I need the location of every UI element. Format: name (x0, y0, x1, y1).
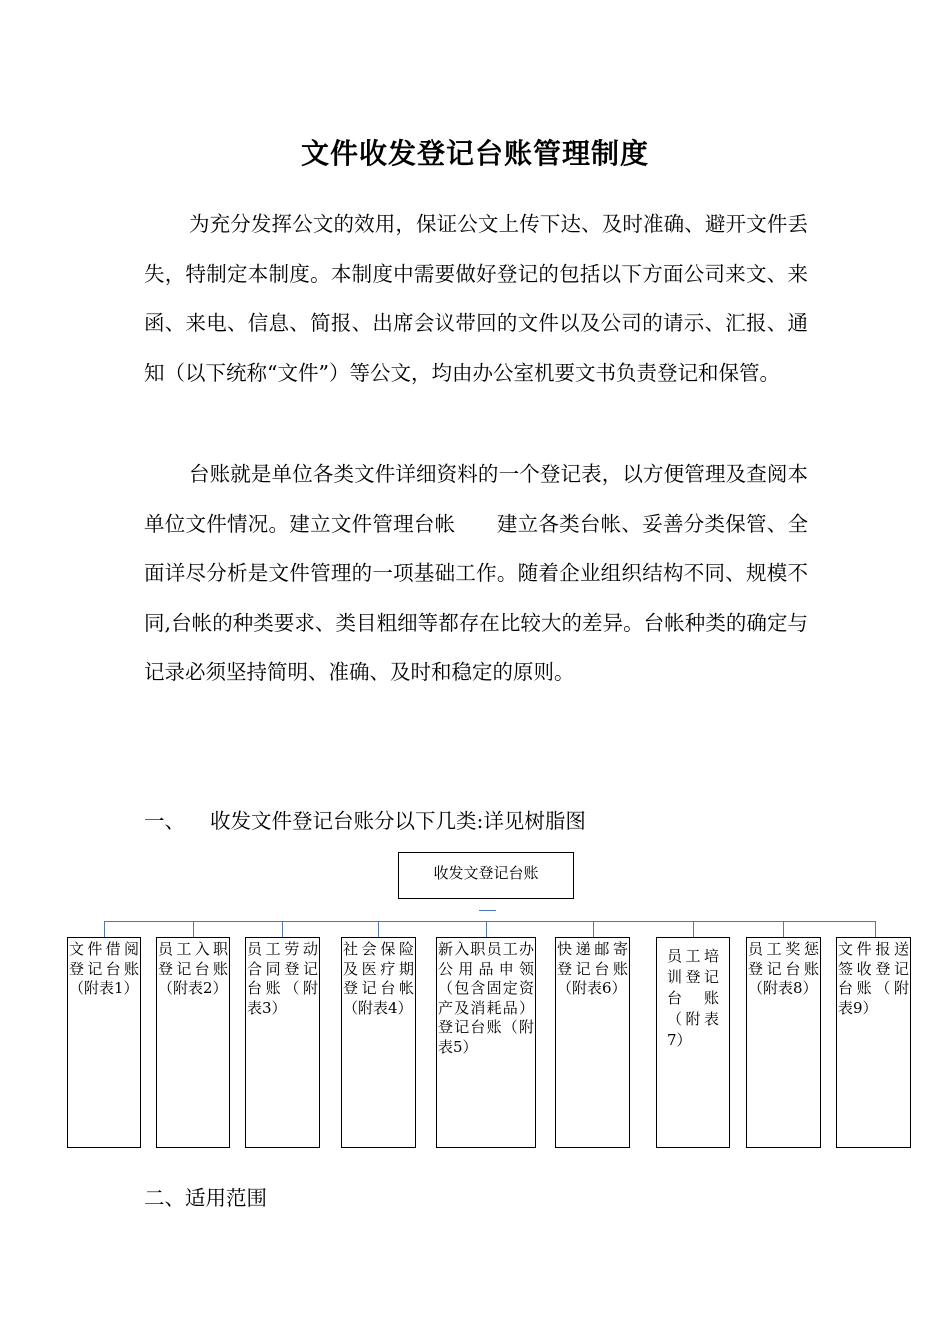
section-heading-text: 收发文件登记台账分以下几类:详见树脂图 (210, 809, 586, 833)
tree-drop-line (486, 921, 487, 937)
section-heading-categories (144, 806, 586, 836)
tree-leaf-training: 员工培训登记台账（附表7） (656, 937, 730, 1148)
tree-branch-line (104, 921, 875, 922)
tree-drop-line (783, 921, 784, 937)
tree-drop-line (378, 921, 379, 937)
tree-leaf-file-submission: 文件报送签收登记台账（附表9） (836, 937, 911, 1148)
tree-drop-line (104, 921, 105, 937)
section-heading-scope: 二、适用范围 (144, 1186, 267, 1210)
paragraph-ledger-definition: 台账就是单位各类文件详细资料的一个登记表，以方便管理及查阅本单位文件情况。建立文件管理台帐 建立各类台帐、妥善分类保管、全面详尽分析是文件管理的一项基础工作。随着企业组织结构不同、规模不同,台帐的种类要求、类目粗细等都存在比较大的差异。台帐种类的确定与记录必须坚持简明、准确、及时和稳定的原则。 (144, 462, 808, 685)
tree-drop-line (693, 921, 694, 937)
tree-drop-line (282, 921, 283, 937)
tree-leaf-social-insurance: 社会保险及医疗期登记台帐（附表4） (341, 937, 416, 1148)
tree-leaf-rewards-penalties: 员工奖惩登记台账（附表8） (746, 937, 821, 1148)
tree-leaf-labor-contract: 员工劳动合同登记台账（附表3） (245, 937, 320, 1148)
paragraph-purpose: 为充分发挥公文的效用，保证公文上传下达、及时准确、避开文件丢失，特制定本制度。本制度中需要做好登记的包括以下方面公司来文、来函、来电、信息、简报、出席会议带回的文件以及公司的请示、汇报、通知（以下统称“文件”）等公文，均由办公室机要文书负责登记和保管。 (144, 212, 808, 385)
tree-leaf-office-supplies: 新入职员工办公用品申领（包含固定资产及消耗品）登记台账（附表5） (436, 937, 536, 1148)
section-number: 一、 (144, 809, 185, 833)
document-title: 文件收发登记台账管理制度 (300, 137, 649, 170)
tree-drop-line (593, 921, 594, 937)
tree-leaf-onboarding: 员工入职登记台账（附表2） (156, 937, 230, 1148)
tree-leaf-file-borrow: 文件借阅登记台账（附表1） (67, 937, 141, 1148)
tree-leaf-express-mail: 快递邮寄登记台账（附表6） (555, 937, 630, 1148)
tree-root-connector (479, 910, 496, 911)
tree-drop-line (193, 921, 194, 937)
tree-drop-line (875, 921, 876, 937)
tree-root-box: 收发文登记台账 (398, 852, 574, 899)
